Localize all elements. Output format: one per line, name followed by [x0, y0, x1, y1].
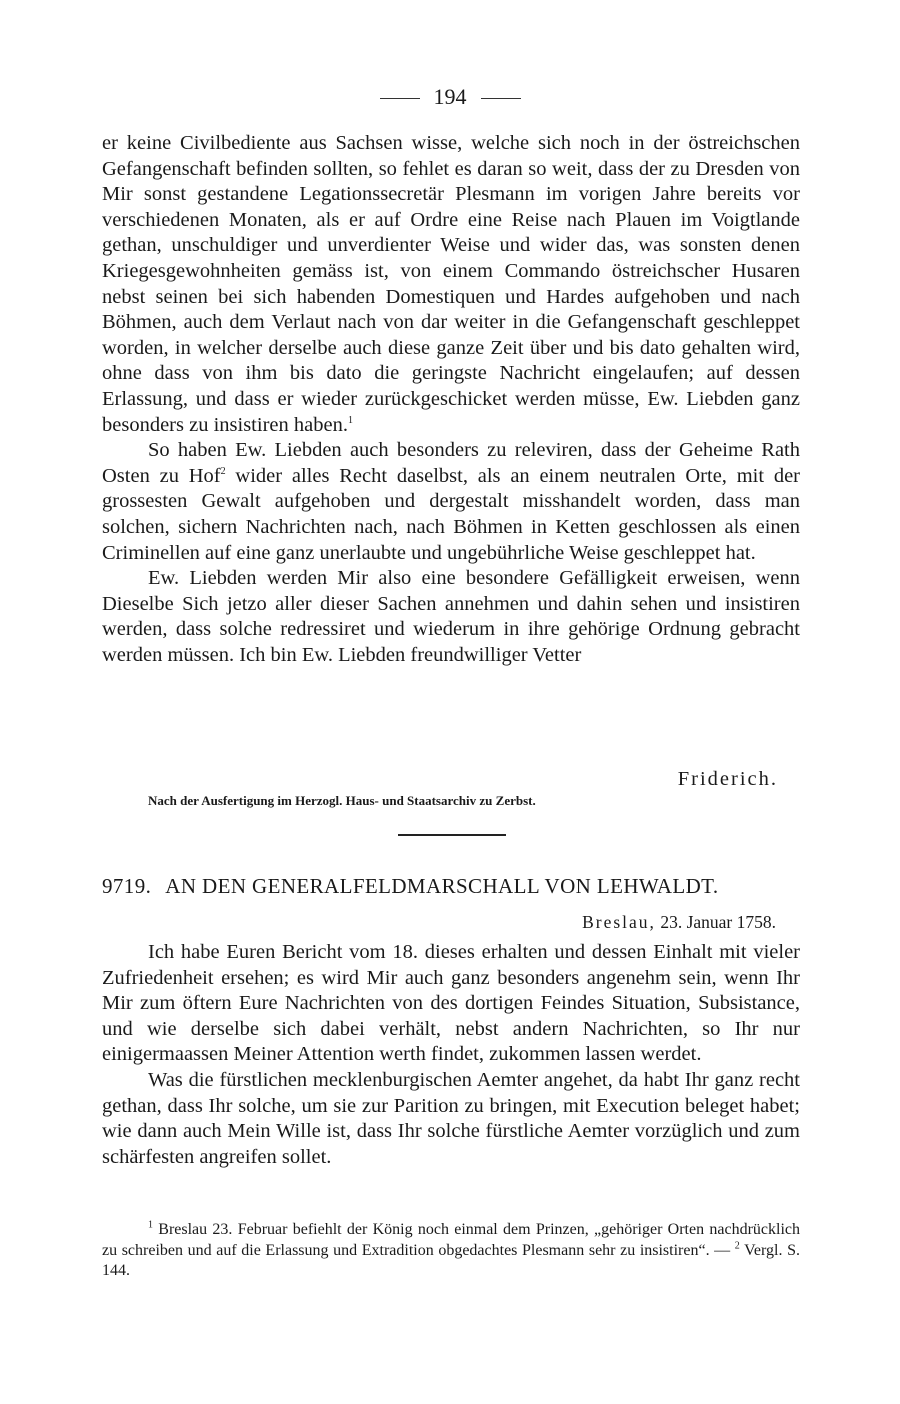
footnote: $^1$ Breslau 23. Februar befiehlt der König noch einmal dem Prinzen, „gehöriger Orten nachdrücklich zu schreiben und auf die Erlassung und Extradition obgedachtes Plesmann sehr zu insistiren“. — $^2$ Vergl. S. 144. [102, 1219, 800, 1279]
page-number: 194 [433, 84, 467, 109]
header-rule-right [481, 98, 521, 99]
footnote-marker: 1 [148, 1219, 153, 1231]
section-separator [398, 834, 506, 836]
paragraph: So haben Ew. Liebden auch besonders zu releviren, dass der Geheime Rath Osten zu Hof$^2$ wider alles Recht daselbst, als an einem neutralen Orte, mit der grossesten Gewalt aufgehoben und dergestalt misshandelt worden, dass man solchen, sichern Nachrichten nach, nach Böhmen in Ketten geschlossen als einen Criminellen auf eine ganz unerlaubte und ungebührliche Weise geschleppet hat. [102, 439, 800, 564]
footnote-marker: 2 [734, 1240, 740, 1252]
dateline-date: 23. Januar 1758. [660, 912, 776, 932]
footnotes [102, 1220, 800, 1282]
document-heading [102, 874, 806, 899]
page-header [0, 84, 900, 110]
footnote-marker: 1 [347, 414, 353, 426]
dateline [582, 912, 776, 933]
footnote-marker: 2 [220, 465, 226, 477]
source-note: Nach der Ausfertigung im Herzogl. Haus- und Staatsarchiv zu Zerbst. [148, 793, 536, 808]
header-rule-left [380, 98, 420, 99]
paragraph: Was die fürstlichen mecklenburgischen Aemter angehet, da habt Ihr ganz recht gethan, dass Ihr solche, um sie zur Parition zu bringen, mit Execution beleget habet; wie dann auch Mein Wille ist, dass Ihr solche fürstliche Aemter vorzüglich und zum schärfesten angreifen sollet. [102, 1068, 800, 1168]
document-title: AN DEN GENERALFELDMARSCHALL VON LEHWALDT. [165, 874, 719, 898]
paragraph: Ew. Liebden werden Mir also eine besondere Gefälligkeit erweisen, wenn Dieselbe Sich jetzo aller dieser Sachen annehmen und dahin sehen und insistiren werden, dass solche redressiret und wiederum in ihre gehörige Ordnung gebracht werden müssen. Ich bin Ew. Liebden freundwilliger Vetter [102, 567, 800, 666]
paragraph: er keine Civilbediente aus Sachsen wisse, welche sich noch in der östreichschen Gefangenschaft befinden sollten, so fehlet es daran so weit, dass der zu Dresden von Mir sonst gestandene Legationssecretär Plesmann im vorigen Jahre bereits vor verschiedenen Monaten, als er auf Ordre eine Reise nach Plauen im Voigtlande gethan, unschuldiger und unverdienter Weise und wider das, was sonsten denen Kriegesgewohnheiten gemäss ist, von einem Commando östreichscher Husaren nebst seinen bei sich habenden Domestiquen und Hardes aufgehoben und nach Böhmen, auch dem Verlaut nach von dar weiter in die Gefangenschaft geschleppet worden, in welcher derselbe auch diese ganze Zeit über und bis dato gehalten wird, ohne dass von ihm bis dato die geringste Nachricht eingelaufen; auf dessen Erlassung, und dass er wieder zurückgeschicket werden müsse, Ew. Liebden ganz besonders zu insistiren haben.$^1$ [102, 132, 800, 436]
letter-continuation [102, 131, 800, 668]
paragraph: Ich habe Euren Bericht vom 18. dieses erhalten und dessen Einhalt mit vieler Zufriedenheit ersehen; es wird Mir auch ganz besonders angenehm sein, wenn Ihr Mir zum öftern Eure Nachrichten von des dortigen Feindes Situation, Subsistance, und wie derselbe sich dabei verhält, nebst andern Nachrichten, so Ihr nur einigermaassen Meiner Attention werth findet, zukommen lassen werdet. [102, 941, 800, 1066]
signature: Friderich. [677, 768, 778, 790]
document-number: 9719. [102, 874, 152, 898]
dateline-place: Breslau, [582, 912, 656, 932]
letter-body [102, 940, 800, 1170]
